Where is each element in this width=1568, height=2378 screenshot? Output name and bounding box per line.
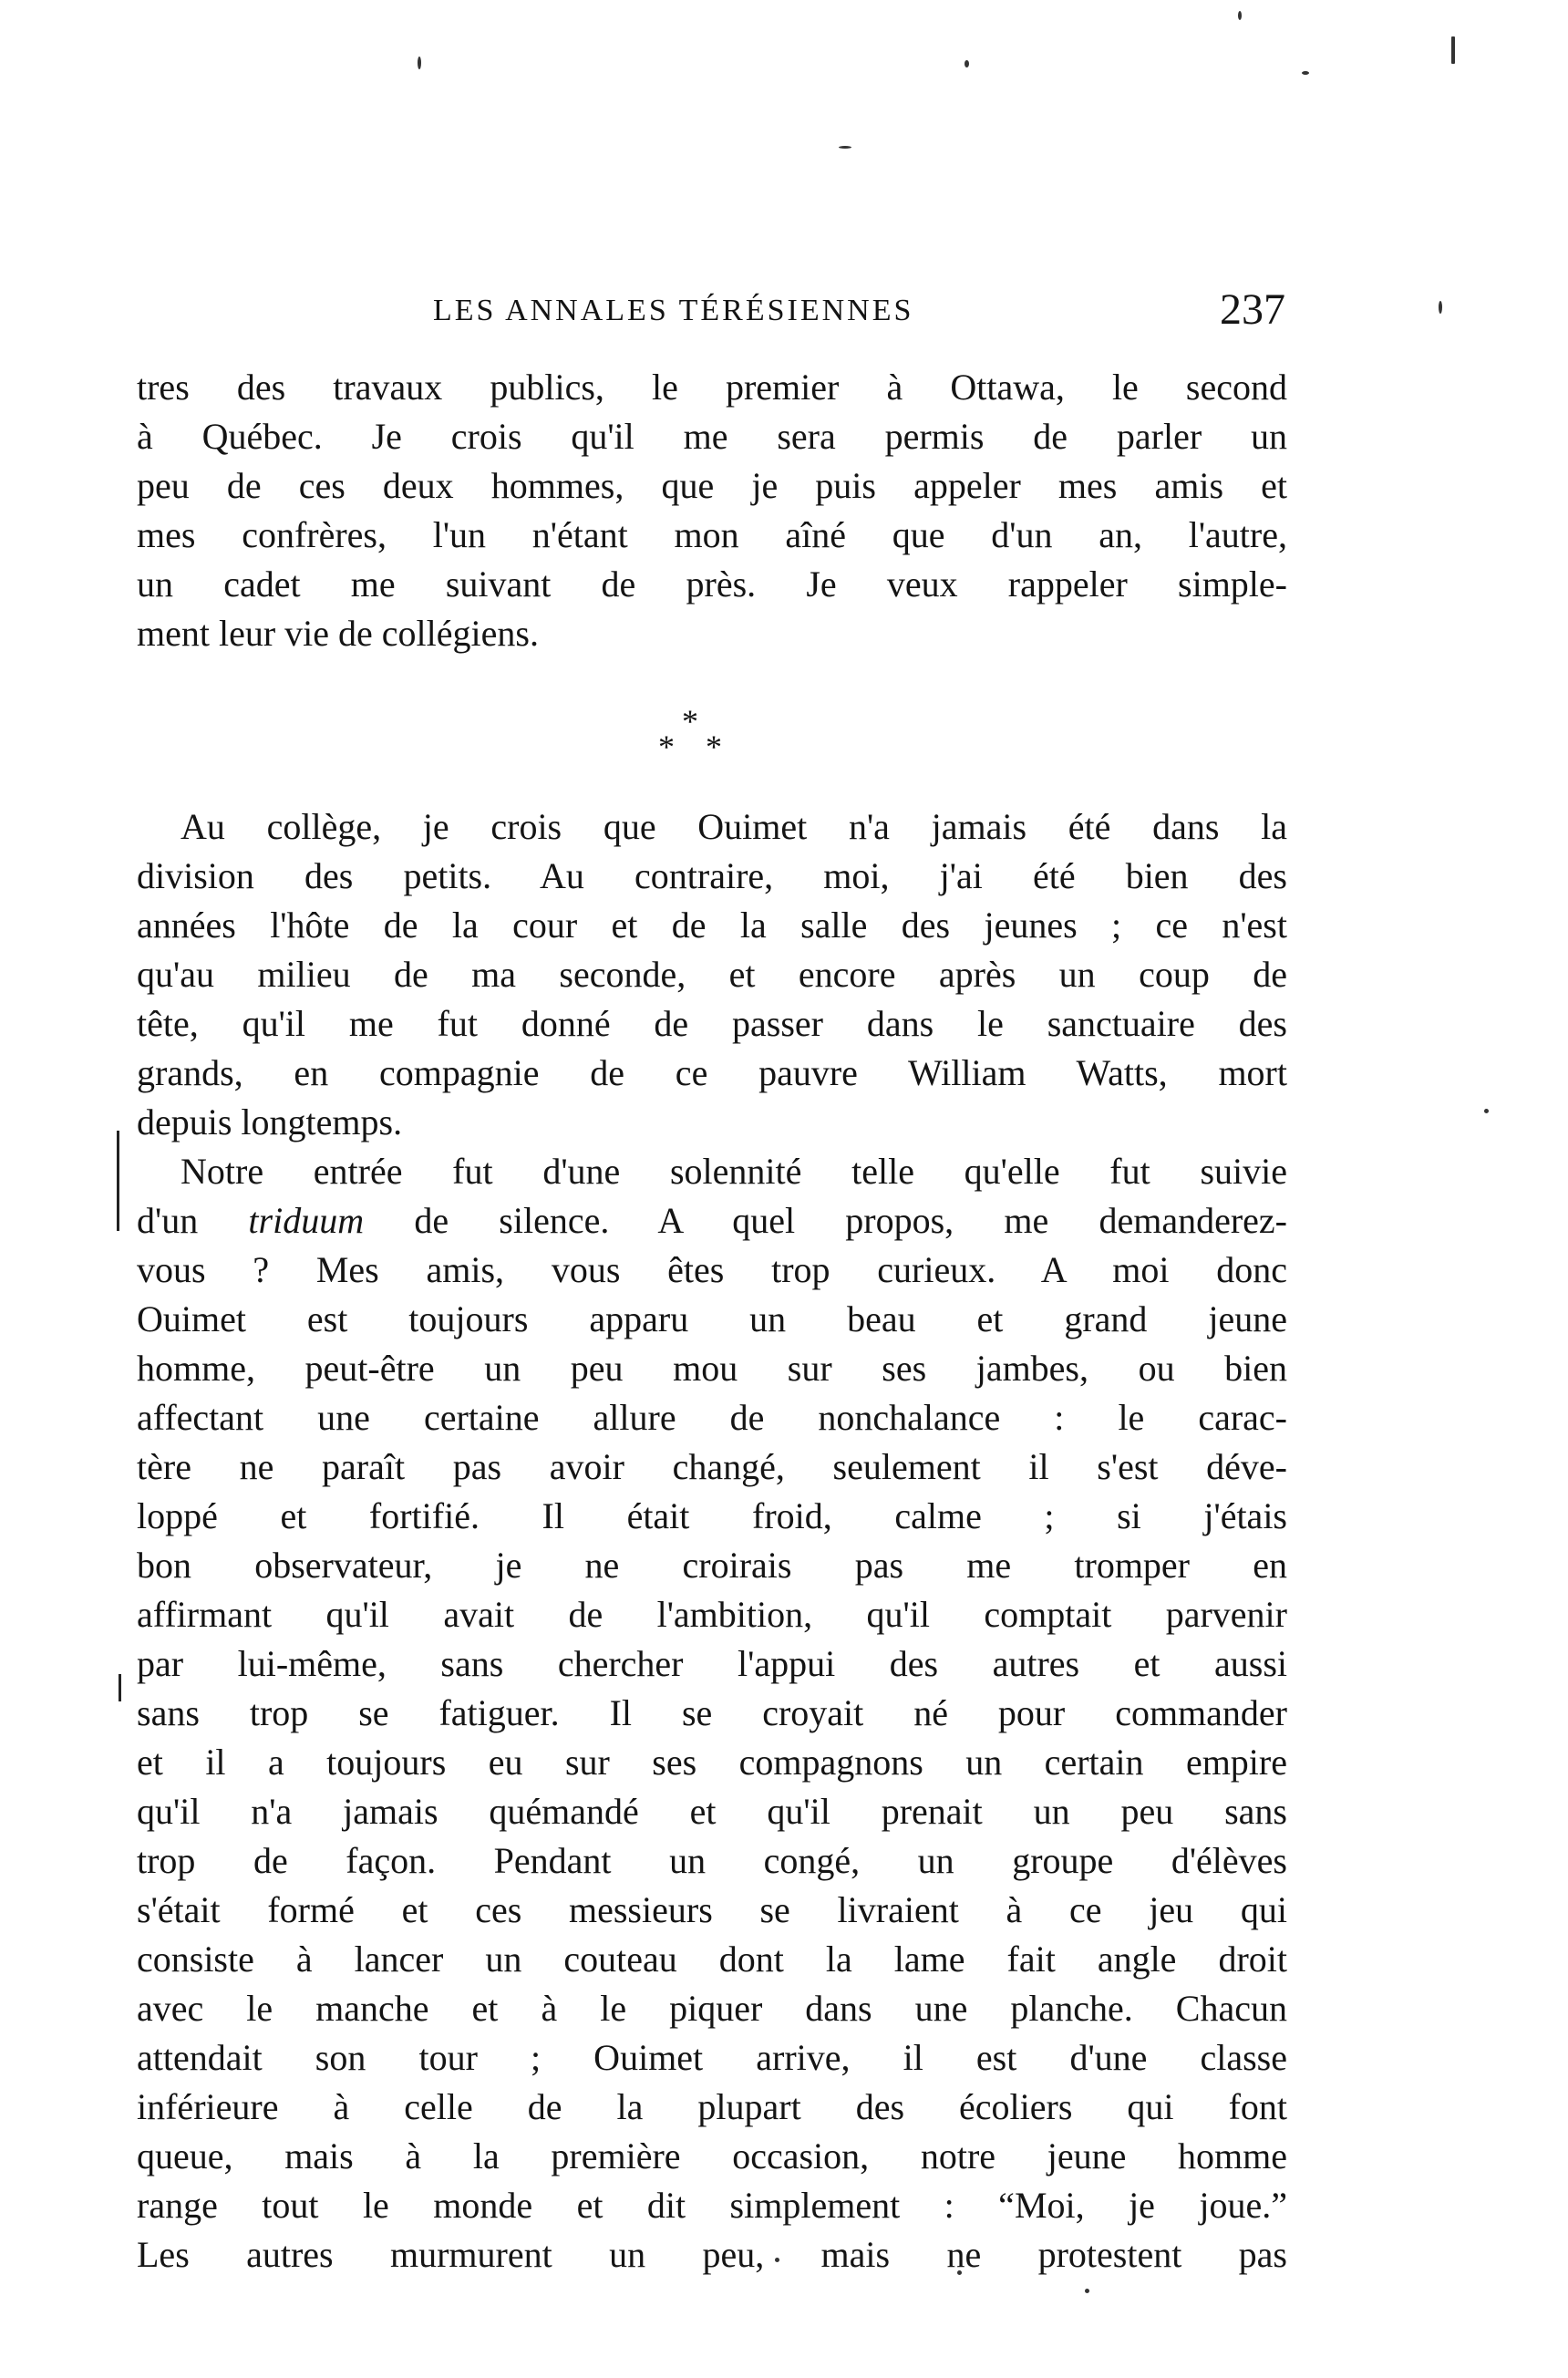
- text-line: tère ne paraît pas avoir changé, seulement il s'est déve-: [137, 1446, 1287, 1487]
- text-line: mes confrères, l'un n'étant mon aîné que d'un an, l'autre,: [137, 514, 1287, 555]
- italic-term: triduum: [248, 1200, 365, 1241]
- text-line: [137, 1196, 1287, 1246]
- text-line: qu'il n'a jamais quémandé et qu'il prenait un peu sans: [137, 1791, 1287, 1832]
- text-line: grands, en compagnie de ce pauvre William Watts, mort: [137, 1052, 1287, 1093]
- text-line: affirmant qu'il avait de l'ambition, qu'il comptait parvenir: [137, 1594, 1287, 1635]
- text-line: affectant une certaine allure de nonchalance : le carac-: [137, 1397, 1287, 1438]
- paragraph-continuation: [137, 363, 1287, 658]
- text-line: Au collège, je crois que Ouimet n'a jamais été dans la: [181, 806, 1287, 847]
- text-line: division des petits. Au contraire, moi, j'ai été bien des: [137, 855, 1287, 896]
- text-line: consiste à lancer un couteau dont la lame fait angle droit: [137, 1939, 1287, 1980]
- text-line: à Québec. Je crois qu'il me sera permis de parler un: [137, 416, 1287, 457]
- asterisk: *: [682, 703, 698, 739]
- text-line: sans trop se fatiguer. Il se croyait né pour commander: [137, 1692, 1287, 1733]
- scan-speck: [1439, 301, 1442, 314]
- text-line: peu de ces deux hommes, que je puis appeler mes amis et: [137, 465, 1287, 506]
- text-fragment: d'un: [137, 1200, 249, 1241]
- asterisk: *: [658, 729, 675, 765]
- text-line: range tout le monde et dit simplement : “Moi, je joue.”: [137, 2185, 1287, 2226]
- text-line: Notre entrée fut d'une solennité telle qu'elle fut suivie: [181, 1151, 1287, 1192]
- scan-speck: [1451, 36, 1455, 64]
- text-line: attendait son tour ; Ouimet arrive, il est d'une classe: [137, 2037, 1287, 2078]
- text-line: Les autres murmurent un peu, mais ne protestent pas: [137, 2234, 1287, 2275]
- page-number: 237: [1220, 285, 1285, 334]
- text-line: loppé et fortifié. Il était froid, calme ; si j'étais: [137, 1495, 1287, 1536]
- text-line: qu'au milieu de ma seconde, et encore après un coup de: [137, 954, 1287, 995]
- text-line: s'était formé et ces messieurs se livraient à ce jeu qui: [137, 1889, 1287, 1930]
- section-break-asterism: [638, 702, 748, 784]
- text-line: vous ? Mes amis, vous êtes trop curieux. A moi donc: [137, 1249, 1287, 1290]
- scan-speck: [839, 146, 851, 149]
- text-line: tres des travaux publics, le premier à Ottawa, le second: [137, 367, 1287, 408]
- text-line: depuis longtemps.: [137, 1101, 403, 1142]
- text-line: Ouimet est toujours apparu un beau et grand jeune: [137, 1298, 1287, 1339]
- scan-speck: [418, 57, 421, 69]
- body-text: [137, 802, 1287, 2280]
- margin-rule: [119, 1674, 121, 1701]
- text-line: un cadet me suivant de près. Je veux rappeler simple-: [137, 563, 1287, 605]
- text-fragment: de silence. A quel propos, me demanderez-: [364, 1200, 1287, 1241]
- text-line: par lui-même, sans chercher l'appui des autres et aussi: [137, 1643, 1287, 1684]
- text-line: queue, mais à la première occasion, notre jeune homme: [137, 2135, 1287, 2176]
- asterisk: *: [706, 729, 722, 765]
- scan-speck: [1085, 2289, 1089, 2293]
- scan-speck: [1484, 1109, 1489, 1113]
- text-line: et il a toujours eu sur ses compagnons un certain empire: [137, 1742, 1287, 1783]
- text-line: homme, peut-être un peu mou sur ses jambes, ou bien: [137, 1348, 1287, 1389]
- text-line: trop de façon. Pendant un congé, un groupe d'élèves: [137, 1840, 1287, 1881]
- text-line: bon observateur, je ne croirais pas me tromper en: [137, 1545, 1287, 1586]
- text-line: années l'hôte de la cour et de la salle des jeunes ; ce n'est: [137, 905, 1287, 946]
- margin-rule: [117, 1176, 119, 1231]
- text-line: avec le manche et à le piquer dans une planche. Chacun: [137, 1988, 1287, 2029]
- text-line: ment leur vie de collégiens.: [137, 613, 539, 654]
- text-line: tête, qu'il me fut donné de passer dans le sanctuaire des: [137, 1003, 1287, 1044]
- scan-speck: [1302, 71, 1309, 75]
- text-line: inférieure à celle de la plupart des écoliers qui font: [137, 2086, 1287, 2127]
- scan-speck: [1238, 11, 1242, 20]
- scan-speck: [965, 60, 969, 67]
- running-title: LES ANNALES TÉRÉSIENNES: [433, 294, 914, 327]
- running-head: [137, 284, 1285, 339]
